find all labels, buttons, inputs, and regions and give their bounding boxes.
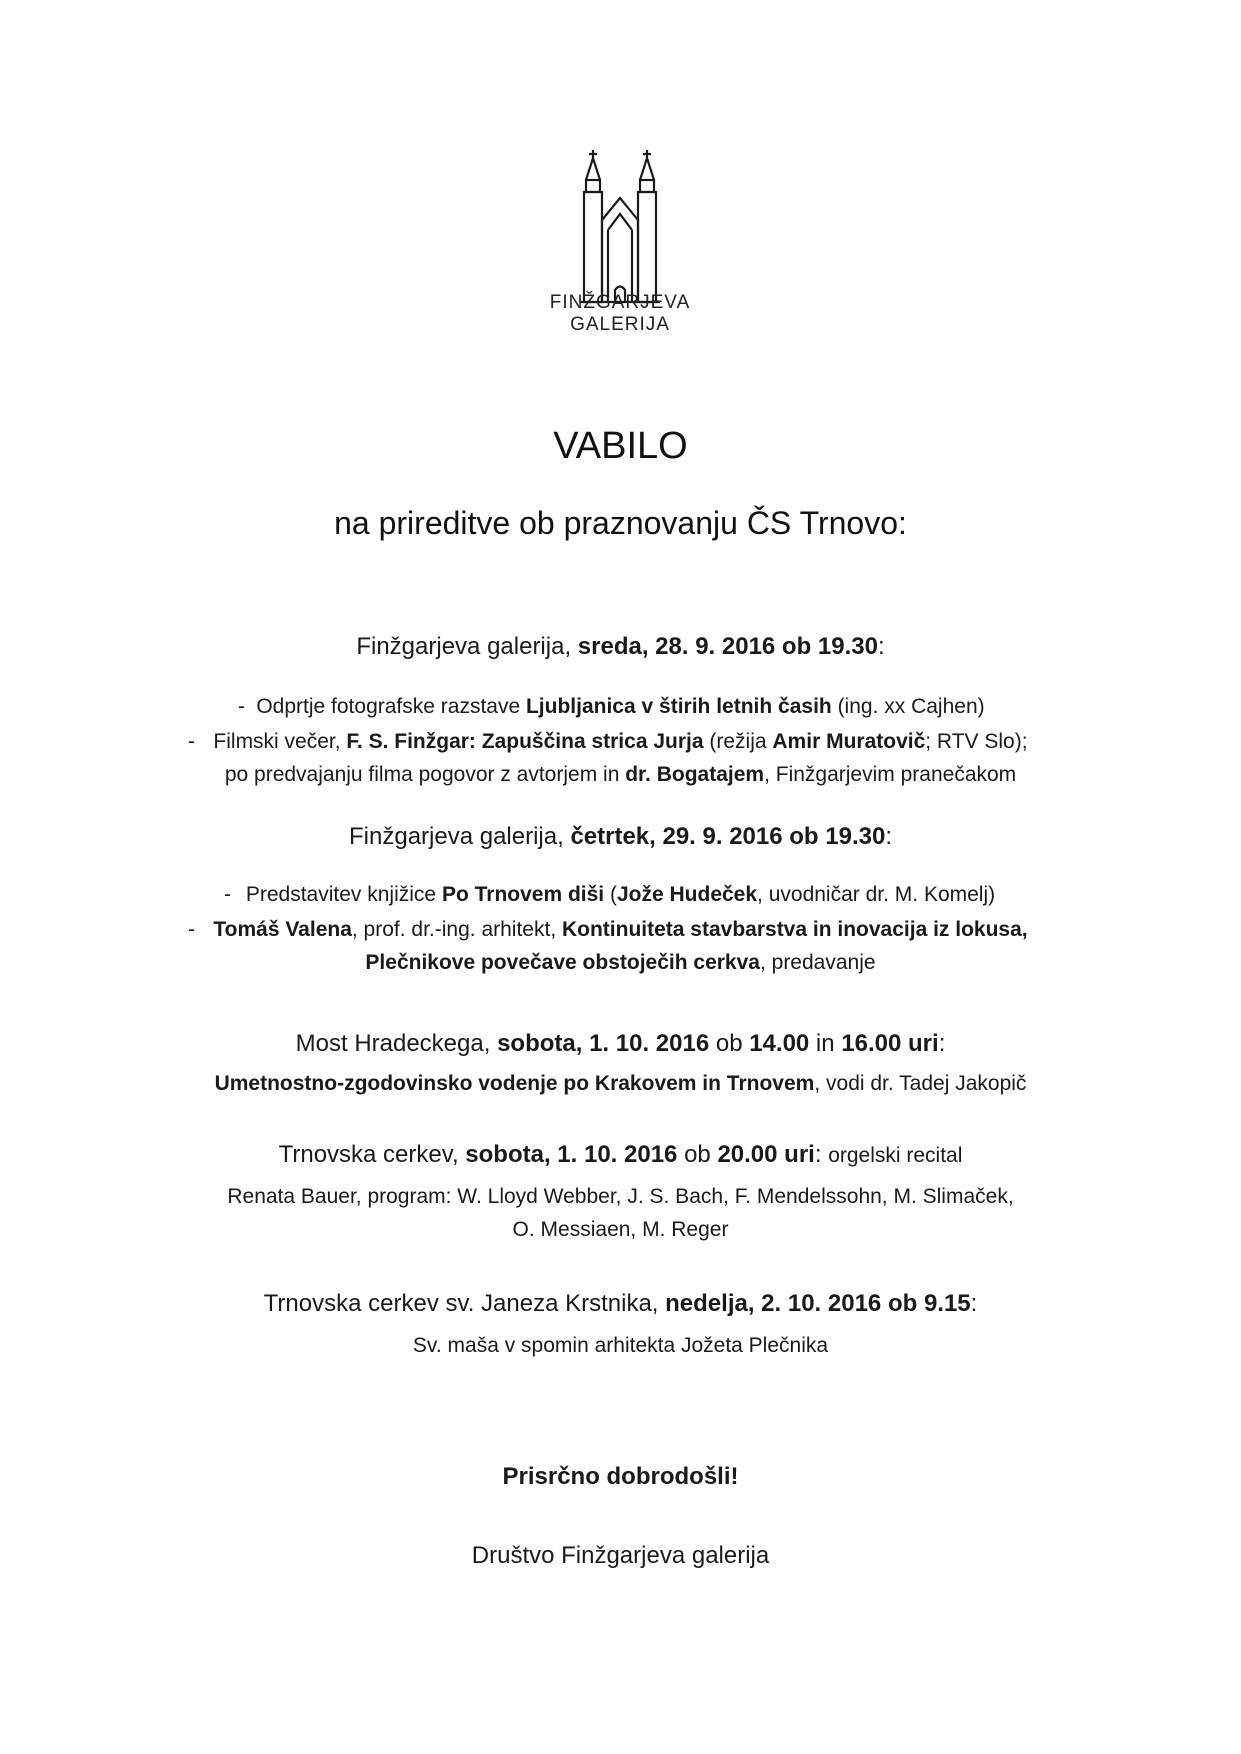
event-4-program-line-1: Renata Bauer, program: W. Lloyd Webber, J. S. Bach, F. Mendelssohn, M. Slimaček, (227, 1185, 1014, 1208)
event-1-item-2: Filmski večer, F. S. Finžgar: Zapuščina strica Jurja (režija Amir Muratovič; RTV Slo); (213, 730, 1028, 753)
bullet: - (238, 695, 245, 718)
bullet: - (188, 918, 195, 941)
logo-line-2: GALERIJA (570, 314, 670, 335)
event-2-item-2: Tomáš Valena, prof. dr.-ing. arhitekt, Kontinuiteta stavbarstva in inovacija iz lokusa, (213, 918, 1028, 941)
event-2-heading: Finžgarjeva galerija, četrtek, 29. 9. 2016 ob 19.30: (349, 823, 892, 850)
event-2-item-1: Predstavitev knjižice Po Trnovem diši (Jože Hudeček, uvodničar dr. M. Komelj) (245, 883, 996, 906)
event-4-heading: Trnovska cerkev, sobota, 1. 10. 2016 ob 20.00 uri: orgelski recital (278, 1141, 963, 1168)
logo-line-1: FINŽGARJEVA (549, 292, 691, 313)
signature: Društvo Finžgarjeva galerija (471, 1542, 770, 1569)
event-1-item-1: Odprtje fotografske razstave Ljubljanica v štirih letnih časih (ing. xx Cajhen) (256, 695, 985, 718)
event-4-program-line-2: O. Messiaen, M. Reger (512, 1218, 729, 1241)
welcome-text: Prisrčno dobrodošli! (502, 1463, 739, 1490)
event-3-heading: Most Hradeckega, sobota, 1. 10. 2016 ob 14.00 in 16.00 uri: (295, 1030, 946, 1057)
bullet: - (188, 730, 195, 753)
bullet: - (224, 883, 231, 906)
event-5-heading: Trnovska cerkev sv. Janeza Krstnika, nedelja, 2. 10. 2016 ob 9.15: (263, 1290, 978, 1317)
event-1-item-2-continued: po predvajanju filma pogovor z avtorjem in dr. Bogatajem, Finžgarjevim pranečakom (224, 763, 1017, 786)
event-2-item-2-continued: Plečnikove povečave obstoječih cerkva, predavanje (365, 951, 876, 974)
page-subtitle: na prireditve ob praznovanju ČS Trnovo: (334, 505, 907, 541)
page-title: VABILO (553, 425, 688, 467)
event-3-description: Umetnostno-zgodovinsko vodenje po Krakovem in Trnovem, vodi dr. Tadej Jakopič (214, 1072, 1027, 1095)
event-1-heading: Finžgarjeva galerija, sreda, 28. 9. 2016 ob 19.30: (356, 633, 885, 660)
event-5-description: Sv. maša v spomin arhitekta Jožeta Plečnika (412, 1334, 829, 1357)
